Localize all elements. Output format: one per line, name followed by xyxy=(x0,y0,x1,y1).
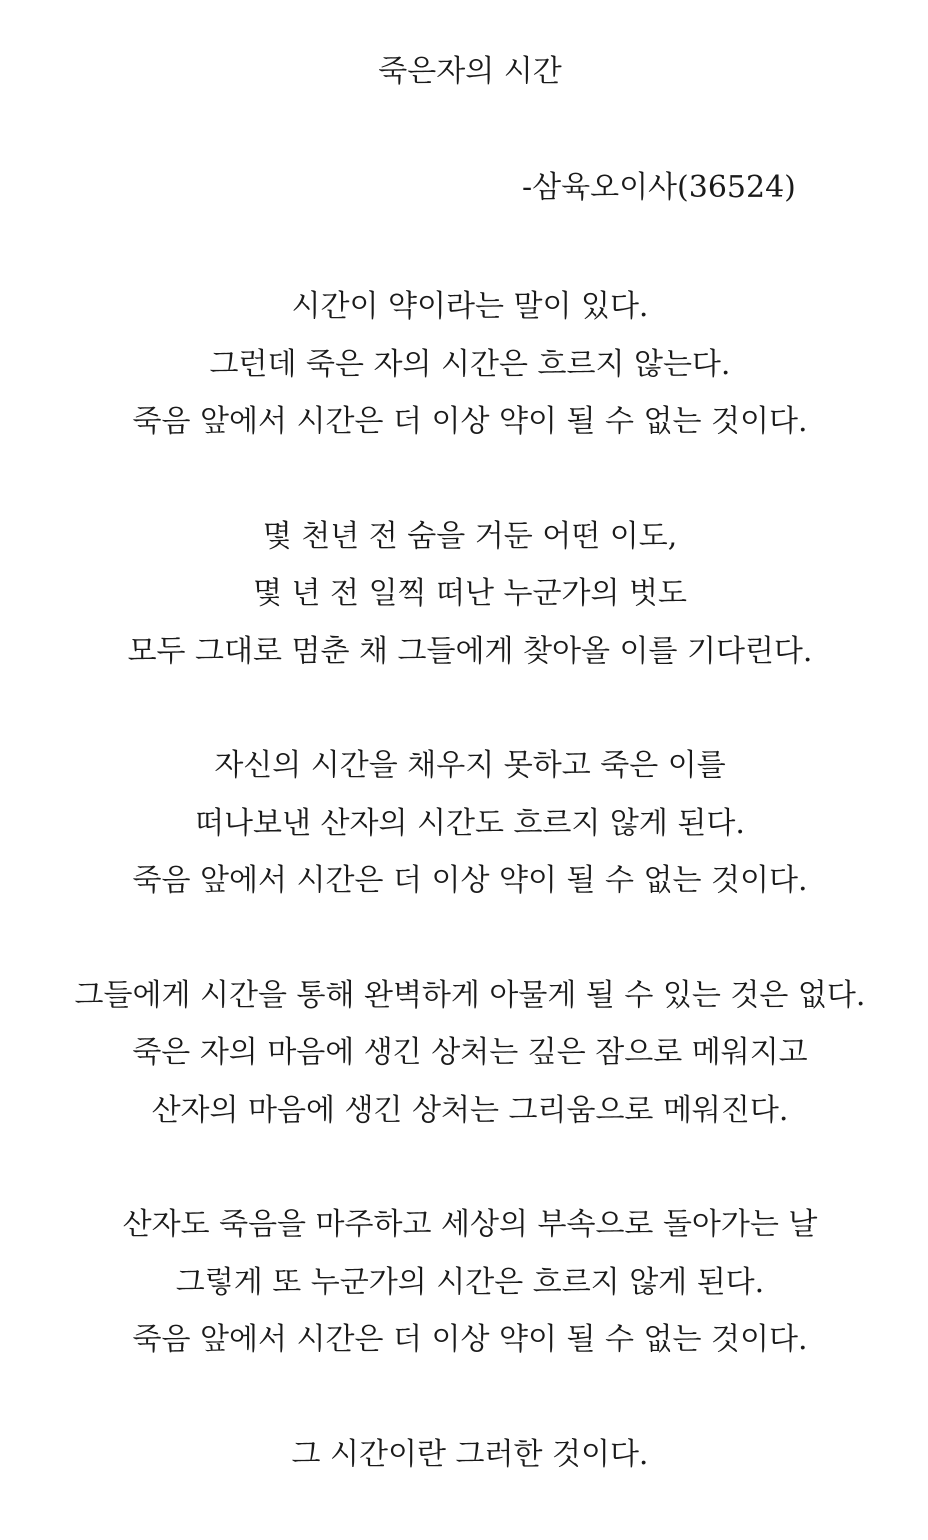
poem-line: 그런데 죽은 자의 시간은 흐르지 않는다. xyxy=(209,346,731,382)
poem-line: 그렇게 또 누군가의 시간은 흐르지 않게 된다. xyxy=(175,1264,765,1300)
poem-body xyxy=(0,278,928,1540)
poem-line: 자신의 시간을 채우지 못하고 죽은 이를 xyxy=(214,748,726,783)
poem-line: 산자의 마음에 생긴 상처는 그리움으로 메워진다. xyxy=(151,1092,789,1128)
poem-line: 그들에게 시간을 통해 완벽하게 아물게 될 수 있는 것은 없다. xyxy=(74,977,866,1013)
poem-title: 죽은자의 시간 xyxy=(378,54,562,89)
poem-line: 모두 그대로 멈춘 채 그들에게 찾아올 이를 기다린다. xyxy=(127,633,813,669)
stanza-1 xyxy=(0,278,928,451)
poem-line: 몇 년 전 일찍 떠난 누군가의 벗도 xyxy=(253,576,687,611)
poem-line: 몇 천년 전 숨을 거둔 어떤 이도, xyxy=(262,518,678,554)
poem-line: 그 시간이란 그러한 것이다. xyxy=(291,1436,649,1472)
stanza-5 xyxy=(0,1196,928,1369)
poem-line: 시간이 약이라는 말이 있다. xyxy=(291,289,649,324)
poem-line: 죽은 자의 마음에 생긴 상처는 깊은 잠으로 메워지고 xyxy=(132,1035,808,1070)
poem-line: 죽음 앞에서 시간은 더 이상 약이 될 수 없는 것이다. xyxy=(132,1322,808,1357)
poem-author: -삼육오이사(36524) xyxy=(522,170,796,205)
stanza-6 xyxy=(0,1426,928,1484)
poem-line: 산자도 죽음을 마주하고 세상의 부속으로 돌아가는 날 xyxy=(122,1207,818,1242)
stanza-2 xyxy=(0,508,928,681)
stanza-3 xyxy=(0,737,928,910)
poem-line: 떠나보낸 산자의 시간도 흐르지 않게 된다. xyxy=(195,805,745,841)
poem-line: 죽음 앞에서 시간은 더 이상 약이 될 수 없는 것이다. xyxy=(132,863,808,898)
stanza-4 xyxy=(0,967,928,1140)
poem-line: 죽음 앞에서 시간은 더 이상 약이 될 수 없는 것이다. xyxy=(132,404,808,439)
